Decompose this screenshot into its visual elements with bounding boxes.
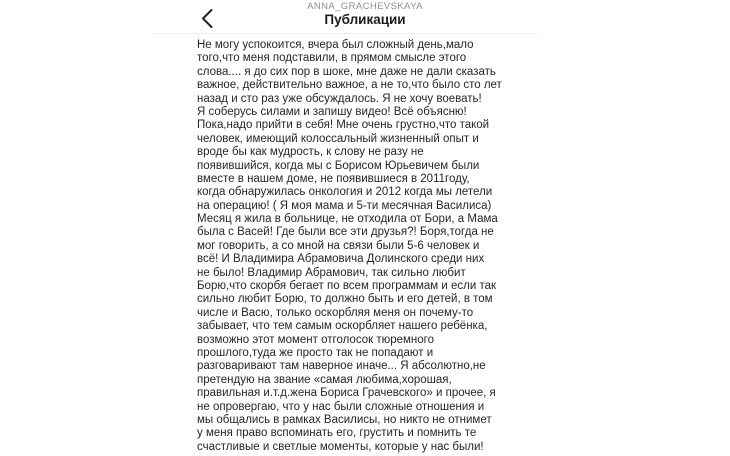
post-text-line: вместе в нашем доме, не появившиеся в 2011году, xyxy=(197,172,470,185)
post-text-line: Борю,что скорбя бегает по всем программам и если так xyxy=(197,280,497,293)
header-divider xyxy=(152,33,538,34)
post-text-line: важное, действительно важное, а не то,что было сто лет xyxy=(197,79,502,92)
post-text-line: того,что меня подставили, в прямом смысле этого xyxy=(197,52,467,65)
post-text-line: всё! И Владимира Абрамовича Долинского среди них xyxy=(197,253,485,266)
post-text-line: мы общались в рамках Василисы, но никто не отнимет xyxy=(197,413,492,426)
post-text-line: была с Васей! Где были все эти друзья?! Боря,тогда не xyxy=(197,226,494,239)
post-text-line: претендую на звание «самая любима,хорошая, xyxy=(197,373,452,386)
post-text-line: Месяц я жила в больнице, не отходила от Бори, а Мама xyxy=(197,213,498,226)
post-text-line: слова.... я до сих пор в шоке, мне даже не дали сказать xyxy=(197,65,496,78)
post-text-line: забывает, что тем самым оскорбляет нашего ребёнка, xyxy=(197,320,488,333)
post-text-line: счастливые и светлые моменты, которые у нас были! xyxy=(197,440,484,453)
post-text-line: прошлого,туда же просто так не попадают и xyxy=(197,346,434,359)
post-text-line: появившийся, когда мы с Борисом Юрьевичем были xyxy=(197,159,480,172)
post-text-line: правильная и.т.д.жена Бориса Грачевского» и прочее, я xyxy=(197,387,496,400)
post-text-line: человек, имеющий колоссальный жизненный опыт и xyxy=(197,132,479,145)
post-text-line: сильно любит Борю, то должно быть и его детей, в том xyxy=(197,293,493,306)
post-text-line: Я соберусь силами и запишу видео! Всё объясню! xyxy=(197,105,467,118)
post-text-line: назад и сто раз уже обсуждалось. Я не хочу воевать! xyxy=(197,92,482,105)
post-text-line: разговаривают там наверное иначе... Я абсолютно,не xyxy=(197,360,486,373)
post-text-line: когда обнаружилась онкология и 2012 когда мы летели xyxy=(197,186,493,199)
header-username: ANNA_GRACHEVSKAYA xyxy=(307,1,423,12)
post-text-line: мог говорить, а со мной на связи были 5-6 человек и xyxy=(197,239,480,252)
page-title: Публикации xyxy=(324,12,406,27)
post-text-line: у меня право вспоминать его, грустить и помнить те xyxy=(197,427,477,440)
post-text-line: не опровергаю, что у нас были сложные отношения и xyxy=(197,400,485,413)
post-caption xyxy=(197,39,542,454)
post-text-line: Пока,надо прийти в себя! Мне очень грустно,что такой xyxy=(197,119,490,132)
post-text-line: Не могу успокоится, вчера был сложный день,мало xyxy=(197,39,474,51)
post-text-line: числе и Васю, только оскорбляя меня он почему-то xyxy=(197,306,474,319)
post-text-line: на операцию! ( Я моя мама и 5-ти месячная Василиса) xyxy=(197,199,492,212)
post-text-line: возможно этот момент отголосок тюремного xyxy=(197,333,435,346)
post-text-line: вроде бы как мудрость, к слову не разу не xyxy=(197,146,424,159)
post-text-line: не было! Владимир Абрамович, так сильно любит xyxy=(197,266,466,279)
